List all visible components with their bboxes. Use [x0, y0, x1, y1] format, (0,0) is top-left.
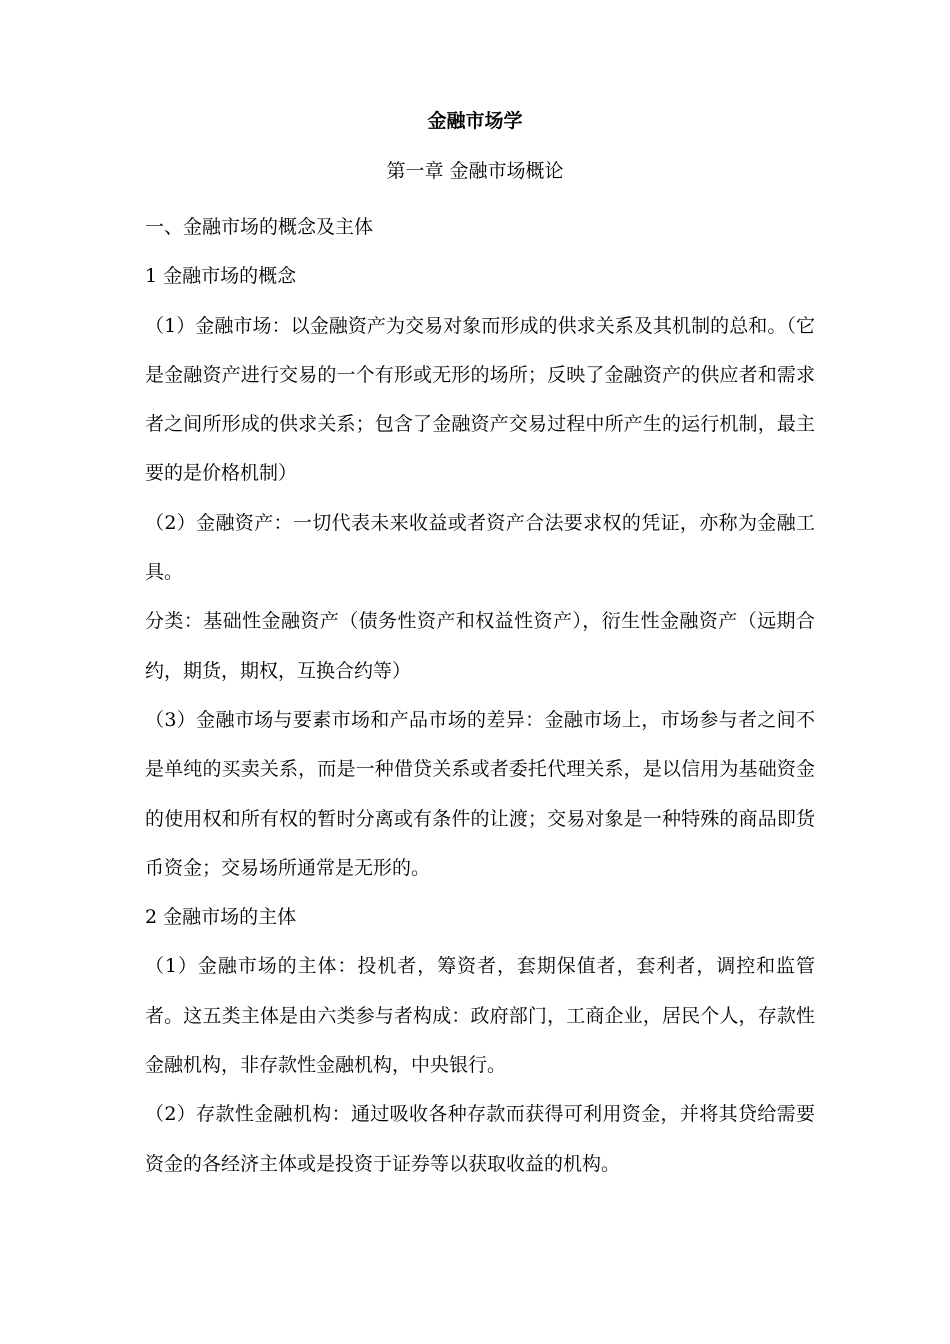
subsection-heading: 1 金融市场的概念 [145, 265, 297, 288]
document-body [145, 203, 815, 1189]
subsection-heading: 2 金融市场的主体 [145, 906, 297, 929]
paragraph-classification: 分类：基础性金融资产（债务性资产和权益性资产），衍生性金融资产（远期合约，期货，期权，互换合约等） [145, 610, 815, 682]
chapter-heading: 第一章 金融市场概论 [386, 160, 564, 182]
paragraph-market-subjects: （1）金融市场的主体：投机者，筹资者，套期保值者，套利者，调控和监管者。这五类主体是由六类参与者构成：政府部门，工商企业，居民个人，存款性金融机构，非存款性金融机构，中央银行。 [145, 955, 815, 1077]
paragraph-financial-asset: （2）金融资产：一切代表未来收益或者资产合法要求权的凭证，亦称为金融工具。 [145, 511, 815, 584]
paragraph-market-difference: （3）金融市场与要素市场和产品市场的差异：金融市场上，市场参与者之间不是单纯的买卖关系，而是一种借贷关系或者委托代理关系，是以信用为基础资金的使用权和所有权的暂时分离或有条件的让渡；交易对象是一种特殊的商品即货币资金；交易场所通常是无形的。 [145, 708, 815, 879]
paragraph-financial-market: （1）金融市场：以金融资产为交易对象而形成的供求关系及其机制的总和。（它是金融资产进行交易的一个有形或无形的场所；反映了金融资产的供应者和需求者之间所形成的供求关系；包含了金融资产交易过程中所产生的运行机制，最主要的是价格机制） [145, 314, 815, 485]
section-heading: 一、金融市场的概念及主体 [145, 216, 374, 238]
paragraph-deposit-institutions: （2）存款性金融机构：通过吸收各种存款而获得可利用资金，并将其贷给需要资金的各经济主体或是投资于证券等以获取收益的机构。 [145, 1103, 815, 1175]
document-title: 金融市场学 [427, 110, 523, 132]
